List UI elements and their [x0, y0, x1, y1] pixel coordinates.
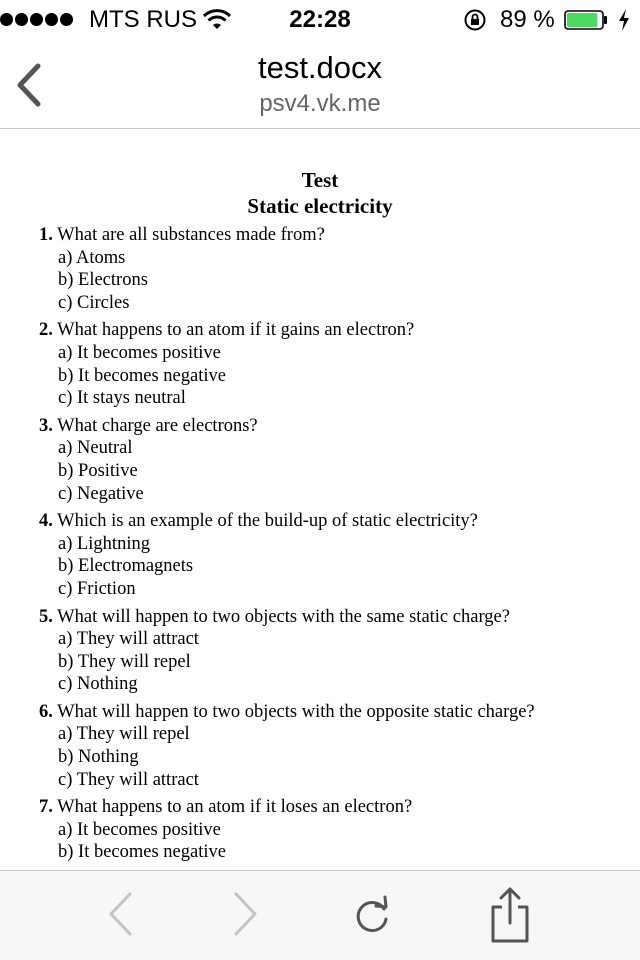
- page-host: psv4.vk.me: [259, 90, 381, 117]
- answer-option: a) Atoms: [58, 247, 126, 268]
- question-number: 3.: [39, 415, 53, 436]
- document-header: [0, 40, 640, 129]
- question-number: 5.: [39, 606, 53, 627]
- answer-option: b) It becomes negative: [58, 365, 226, 386]
- question-text: What will happen to two objects with the opposite static charge?: [57, 701, 535, 722]
- answer-option: c) Friction: [58, 578, 136, 599]
- answer-option: b) They will repel: [58, 651, 191, 672]
- page-title: test.docx: [257, 50, 383, 85]
- answer-option: b) Positive: [58, 460, 138, 481]
- question-line: [0, 319, 640, 342]
- question-text: What happens to an atom if it gains an electron?: [57, 320, 415, 341]
- browser-toolbar: [0, 870, 640, 960]
- answer-option: c) Circles: [58, 292, 130, 313]
- battery-level-fill: [567, 13, 597, 27]
- question-line: [0, 224, 640, 247]
- answer-option: a) It becomes positive: [58, 819, 221, 840]
- charging-bolt-icon: [618, 9, 630, 31]
- chevron-left-icon: [97, 889, 147, 939]
- question-number: 6.: [39, 701, 53, 722]
- answer-list: [0, 819, 640, 864]
- question-line: [0, 510, 640, 533]
- question-list: [0, 224, 640, 864]
- battery-percentage: 89 %: [500, 6, 555, 33]
- document-title: Test: [301, 168, 339, 192]
- reload-icon: [348, 889, 398, 939]
- question-text: What charge are electrons?: [57, 415, 258, 436]
- answer-option: a) It becomes positive: [58, 342, 221, 363]
- question-number: 2.: [39, 320, 53, 341]
- answer-option: a) They will repel: [58, 724, 190, 745]
- answer-option: a) Neutral: [58, 438, 133, 459]
- answer-list: [0, 437, 640, 505]
- answer-list: [0, 342, 640, 410]
- question-line: [0, 701, 640, 724]
- reload-button[interactable]: [348, 889, 398, 939]
- question-block: [0, 510, 640, 600]
- document-subtitle: Static electricity: [247, 194, 393, 218]
- question-number: 7.: [39, 797, 53, 818]
- status-time: 22:28: [289, 6, 351, 33]
- status-bar: [0, 0, 640, 40]
- answer-option: b) Electrons: [58, 270, 148, 291]
- answer-list: [0, 723, 640, 791]
- answer-list: [0, 628, 640, 696]
- question-number: 4.: [39, 511, 53, 532]
- question-block: [0, 415, 640, 505]
- answer-option: c) Negative: [58, 483, 144, 504]
- answer-option: a) Lightning: [58, 533, 150, 554]
- question-text: Which is an example of the build-up of static electricity?: [57, 511, 478, 532]
- question-line: [0, 415, 640, 438]
- answer-option: b) Nothing: [58, 747, 139, 768]
- answer-option: a) They will attract: [58, 629, 199, 650]
- answer-option: c) It stays neutral: [58, 388, 186, 409]
- answer-option: b) It becomes negative: [58, 842, 226, 863]
- answer-option: b) Electromagnets: [58, 556, 194, 577]
- toolbar-forward-button[interactable]: [219, 889, 269, 939]
- question-text: What happens to an atom if it loses an electron?: [57, 797, 413, 818]
- answer-option: c) Nothing: [58, 674, 138, 695]
- chevron-right-icon: [219, 889, 269, 939]
- answer-list: [0, 247, 640, 315]
- document-viewer[interactable]: [0, 129, 640, 870]
- toolbar-back-button[interactable]: [97, 889, 147, 939]
- question-block: [0, 319, 640, 409]
- question-text: What will happen to two objects with the same static charge?: [57, 606, 510, 627]
- share-icon: [485, 885, 535, 945]
- question-text: What are all substances made from?: [57, 225, 325, 245]
- question-number: 1.: [39, 225, 53, 245]
- question-block: [0, 606, 640, 696]
- share-button[interactable]: [485, 885, 535, 935]
- question-line: [0, 606, 640, 629]
- battery-icon: [564, 10, 608, 30]
- answer-option: c) They will attract: [58, 769, 199, 790]
- question-block: [0, 224, 640, 314]
- question-block: [0, 701, 640, 791]
- rotation-lock-icon: [463, 8, 487, 32]
- carrier-name: MTS RUS: [89, 6, 197, 33]
- question-line: [0, 796, 640, 819]
- question-block: [0, 796, 640, 864]
- answer-list: [0, 533, 640, 601]
